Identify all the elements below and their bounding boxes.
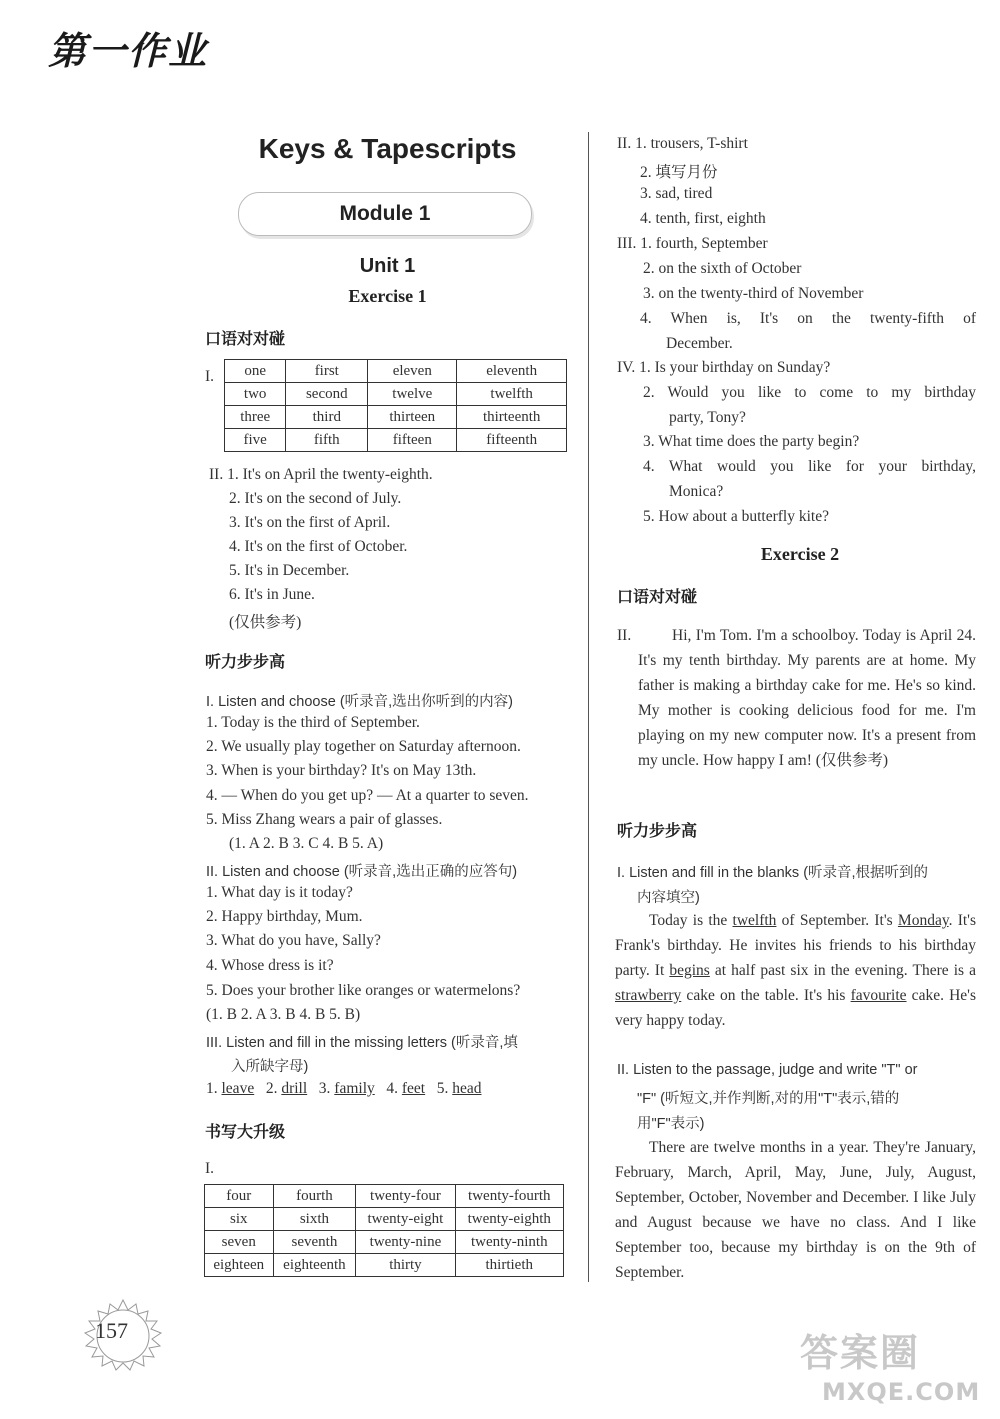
answer-word: family — [334, 1080, 375, 1097]
column-divider — [588, 132, 589, 1282]
exercise-2-heading: Exercise 2 — [760, 544, 840, 564]
section-heading-listening: 听力步步高 — [205, 652, 286, 671]
table-cell: first — [286, 360, 368, 383]
answer-line: 3. on the twenty-third of November — [643, 285, 864, 302]
answer-word: drill — [281, 1080, 308, 1097]
ordinals-table — [224, 359, 567, 452]
table-cell: thirteen — [368, 406, 457, 429]
blank-answer: begins — [669, 962, 710, 979]
answer-number: 2. — [265, 1080, 278, 1097]
answer-line: II. 1. It's on April the twenty-eighth. — [209, 466, 433, 483]
listening-item: 4. Whose dress is it? — [206, 957, 334, 974]
table-row — [225, 360, 567, 383]
exercise-1-heading: Exercise 1 — [348, 286, 427, 306]
listening-item: 2. Happy birthday, Mum. — [206, 908, 363, 925]
table-cell: three — [225, 406, 286, 429]
answer-word: feet — [401, 1080, 426, 1097]
answer-line: 3. sad, tired — [640, 185, 713, 202]
table-row — [225, 406, 567, 429]
part-label: II. — [617, 627, 632, 644]
table-cell: thirteenth — [457, 406, 567, 429]
answer-line: 6. It's in June. — [229, 586, 315, 603]
answer-word: leave — [221, 1080, 255, 1097]
page-title: Keys & Tapescripts — [258, 133, 517, 164]
table-cell: twenty-nine — [356, 1231, 455, 1254]
table-row — [205, 1185, 564, 1208]
passage-text: . It's Frank's birthday. He invites his friends to his birthday party. It — [615, 912, 976, 979]
answer-number: 5. — [436, 1080, 449, 1097]
passage-text: cake on the table. It's his — [681, 987, 851, 1004]
table-cell: twenty-eight — [356, 1208, 455, 1231]
listening-part-title: II. Listen and choose (听录音,选出正确的应答句) — [206, 864, 518, 880]
table-cell: twenty-eighth — [455, 1208, 563, 1231]
judge-passage: There are twelve months in a year. They're January, February, March, April, May, June, July, August, September, October, November and December. I like July and August because we have no class. And I like September too, because my birthday is on the 9th of September. — [615, 1139, 976, 1281]
table-cell: twenty-fourth — [455, 1185, 563, 1208]
listening-item: 2. We usually play together on Saturday afternoon. — [206, 738, 521, 755]
answer-number: 1. — [206, 1080, 218, 1097]
blank-answer: strawberry — [615, 987, 682, 1004]
watermark-logo: 答案圈 — [800, 1331, 921, 1375]
answer-line: 5. It's in December. — [229, 562, 350, 579]
answer-line: II. 1. trousers, T-shirt — [617, 135, 748, 152]
listening-item: 1. Today is the third of September. — [206, 714, 420, 731]
listening-part-title: 入所缺字母) — [231, 1059, 309, 1075]
passage-text: Today is the — [649, 912, 733, 929]
blank-answer: Monday — [897, 912, 949, 929]
table-row — [205, 1231, 564, 1254]
table-cell: fourth — [273, 1185, 356, 1208]
answer-line: IV. 1. Is your birthday on Sunday? — [617, 359, 831, 376]
section-heading-oral: 口语对对碰 — [205, 329, 286, 348]
passage-text: at half past six in the evening. There is a — [709, 962, 976, 979]
table-cell: twenty-ninth — [455, 1231, 563, 1254]
passage-text: of September. It's — [776, 912, 898, 929]
blank-answer: twelfth — [732, 912, 777, 929]
listening-item: 3. When is your birthday? It's on May 13th. — [206, 762, 477, 779]
table-cell: four — [205, 1185, 274, 1208]
table-cell: sixth — [273, 1208, 356, 1231]
table-cell: thirtieth — [455, 1254, 563, 1277]
listening-part-title: "F" (听短文,并作判断,对的用"T"表示,错的 — [637, 1091, 900, 1107]
answer-line: 4. When is, It's on the twenty-fifth of — [640, 310, 976, 327]
watermark-url: MXQE.COM — [822, 1378, 981, 1406]
answer-line: 4. tenth, first, eighth — [640, 210, 766, 227]
module-heading: Module 1 — [238, 192, 532, 236]
answer-line: December. — [666, 335, 733, 352]
section-heading-writing: 书写大升级 — [205, 1122, 286, 1141]
table-cell: seventh — [273, 1231, 356, 1254]
unit-heading: Unit 1 — [359, 255, 416, 277]
table-cell: seven — [205, 1231, 274, 1254]
answer-line: 5. How about a butterfly kite? — [643, 508, 829, 525]
answer-line: III. 1. fourth, September — [617, 235, 768, 252]
answer-key: (1. A 2. B 3. C 4. B 5. A) — [229, 835, 384, 852]
listening-part-title: 内容填空) — [637, 890, 700, 906]
listening-item: 5. Does your brother like oranges or watermelons? — [206, 982, 521, 999]
table-cell: third — [286, 406, 368, 429]
table-cell: twelve — [368, 383, 457, 406]
answer-line: 2. Would you like to come to my birthday — [643, 384, 976, 401]
table-row — [225, 383, 567, 406]
table-cell: eighteen — [205, 1254, 274, 1277]
listening-part-title: I. Listen and choose (听录音,选出你听到的内容) — [206, 694, 513, 710]
table-cell: eleven — [368, 360, 457, 383]
listening-item: 5. Miss Zhang wears a pair of glasses. — [206, 811, 443, 828]
table-cell: second — [286, 383, 368, 406]
answer-line: 4. It's on the first of October. — [229, 538, 408, 555]
table-cell: twelfth — [457, 383, 567, 406]
table-cell: thirty — [356, 1254, 455, 1277]
answer-number: 3. — [318, 1080, 331, 1097]
table-cell: fifteen — [368, 429, 457, 452]
brand-logo: 第一作业 — [48, 28, 209, 73]
answer-line: 3. It's on the first of April. — [229, 514, 391, 531]
answer-line: Monica? — [669, 483, 724, 500]
table-cell: fifth — [286, 429, 368, 452]
answer-word: head — [452, 1080, 482, 1097]
answer-line: 4. What would you like for your birthday, — [643, 458, 976, 475]
listening-part-title: I. Listen and fill in the blanks (听录音,根据听到的 — [617, 865, 929, 881]
fill-blanks-paragraph — [615, 908, 976, 1033]
table-row — [205, 1208, 564, 1231]
reference-note: (仅供参考) — [229, 614, 302, 631]
table-cell: five — [225, 429, 286, 452]
table-cell: eighteenth — [273, 1254, 356, 1277]
listening-item: 4. — When do you get up? — At a quarter to seven. — [206, 787, 529, 804]
section-heading-oral: 口语对对碰 — [617, 587, 698, 606]
table-cell: one — [225, 360, 286, 383]
passage-text: cake. He's very happy today. — [615, 987, 977, 1029]
answer-line: party, Tony? — [669, 409, 746, 426]
answer-number: 4. — [386, 1080, 399, 1097]
table-cell: eleventh — [457, 360, 567, 383]
table-cell: twenty-four — [356, 1185, 455, 1208]
part-label: I. — [205, 1160, 215, 1177]
answer-line: 3. What time does the party begin? — [643, 433, 860, 450]
section-heading-listening: 听力步步高 — [617, 821, 698, 840]
listening-part-title: II. Listen to the passage, judge and write "T" or — [617, 1062, 918, 1078]
oral-sample-paragraph: Hi, I'm Tom. I'm a schoolboy. Today is April 24. It's my tenth birthday. My parents are at home. My father is making a birthday cake for me. He's so kind. My mother is cooking delicious food for me. I'm playing on my new computer now. It's a present from my uncle. How happy I am! (仅供参考) — [638, 627, 976, 769]
answer-line: 2. 填写月份 — [640, 164, 718, 181]
table-cell: two — [225, 383, 286, 406]
table-row — [225, 429, 567, 452]
table-cell: fifteenth — [457, 429, 567, 452]
page-number: 157 — [95, 1318, 128, 1343]
numbers-table — [204, 1184, 564, 1277]
answer-line: 2. on the sixth of October — [643, 260, 802, 277]
listening-part-title: III. Listen and fill in the missing letters (听录音,填 — [206, 1035, 518, 1051]
listening-item: 3. What do you have, Sally? — [206, 932, 381, 949]
answer-line: 2. It's on the second of July. — [229, 490, 402, 507]
listening-item: 1. What day is it today? — [206, 884, 353, 901]
blank-answer: favourite — [850, 987, 907, 1004]
answer-key: (1. B 2. A 3. B 4. B 5. B) — [206, 1006, 361, 1023]
listening-part-title: 用"F"表示) — [637, 1116, 705, 1132]
part-label: I. — [205, 368, 215, 385]
missing-letters-answers — [206, 1080, 482, 1098]
table-row — [205, 1254, 564, 1277]
table-cell: six — [205, 1208, 274, 1231]
